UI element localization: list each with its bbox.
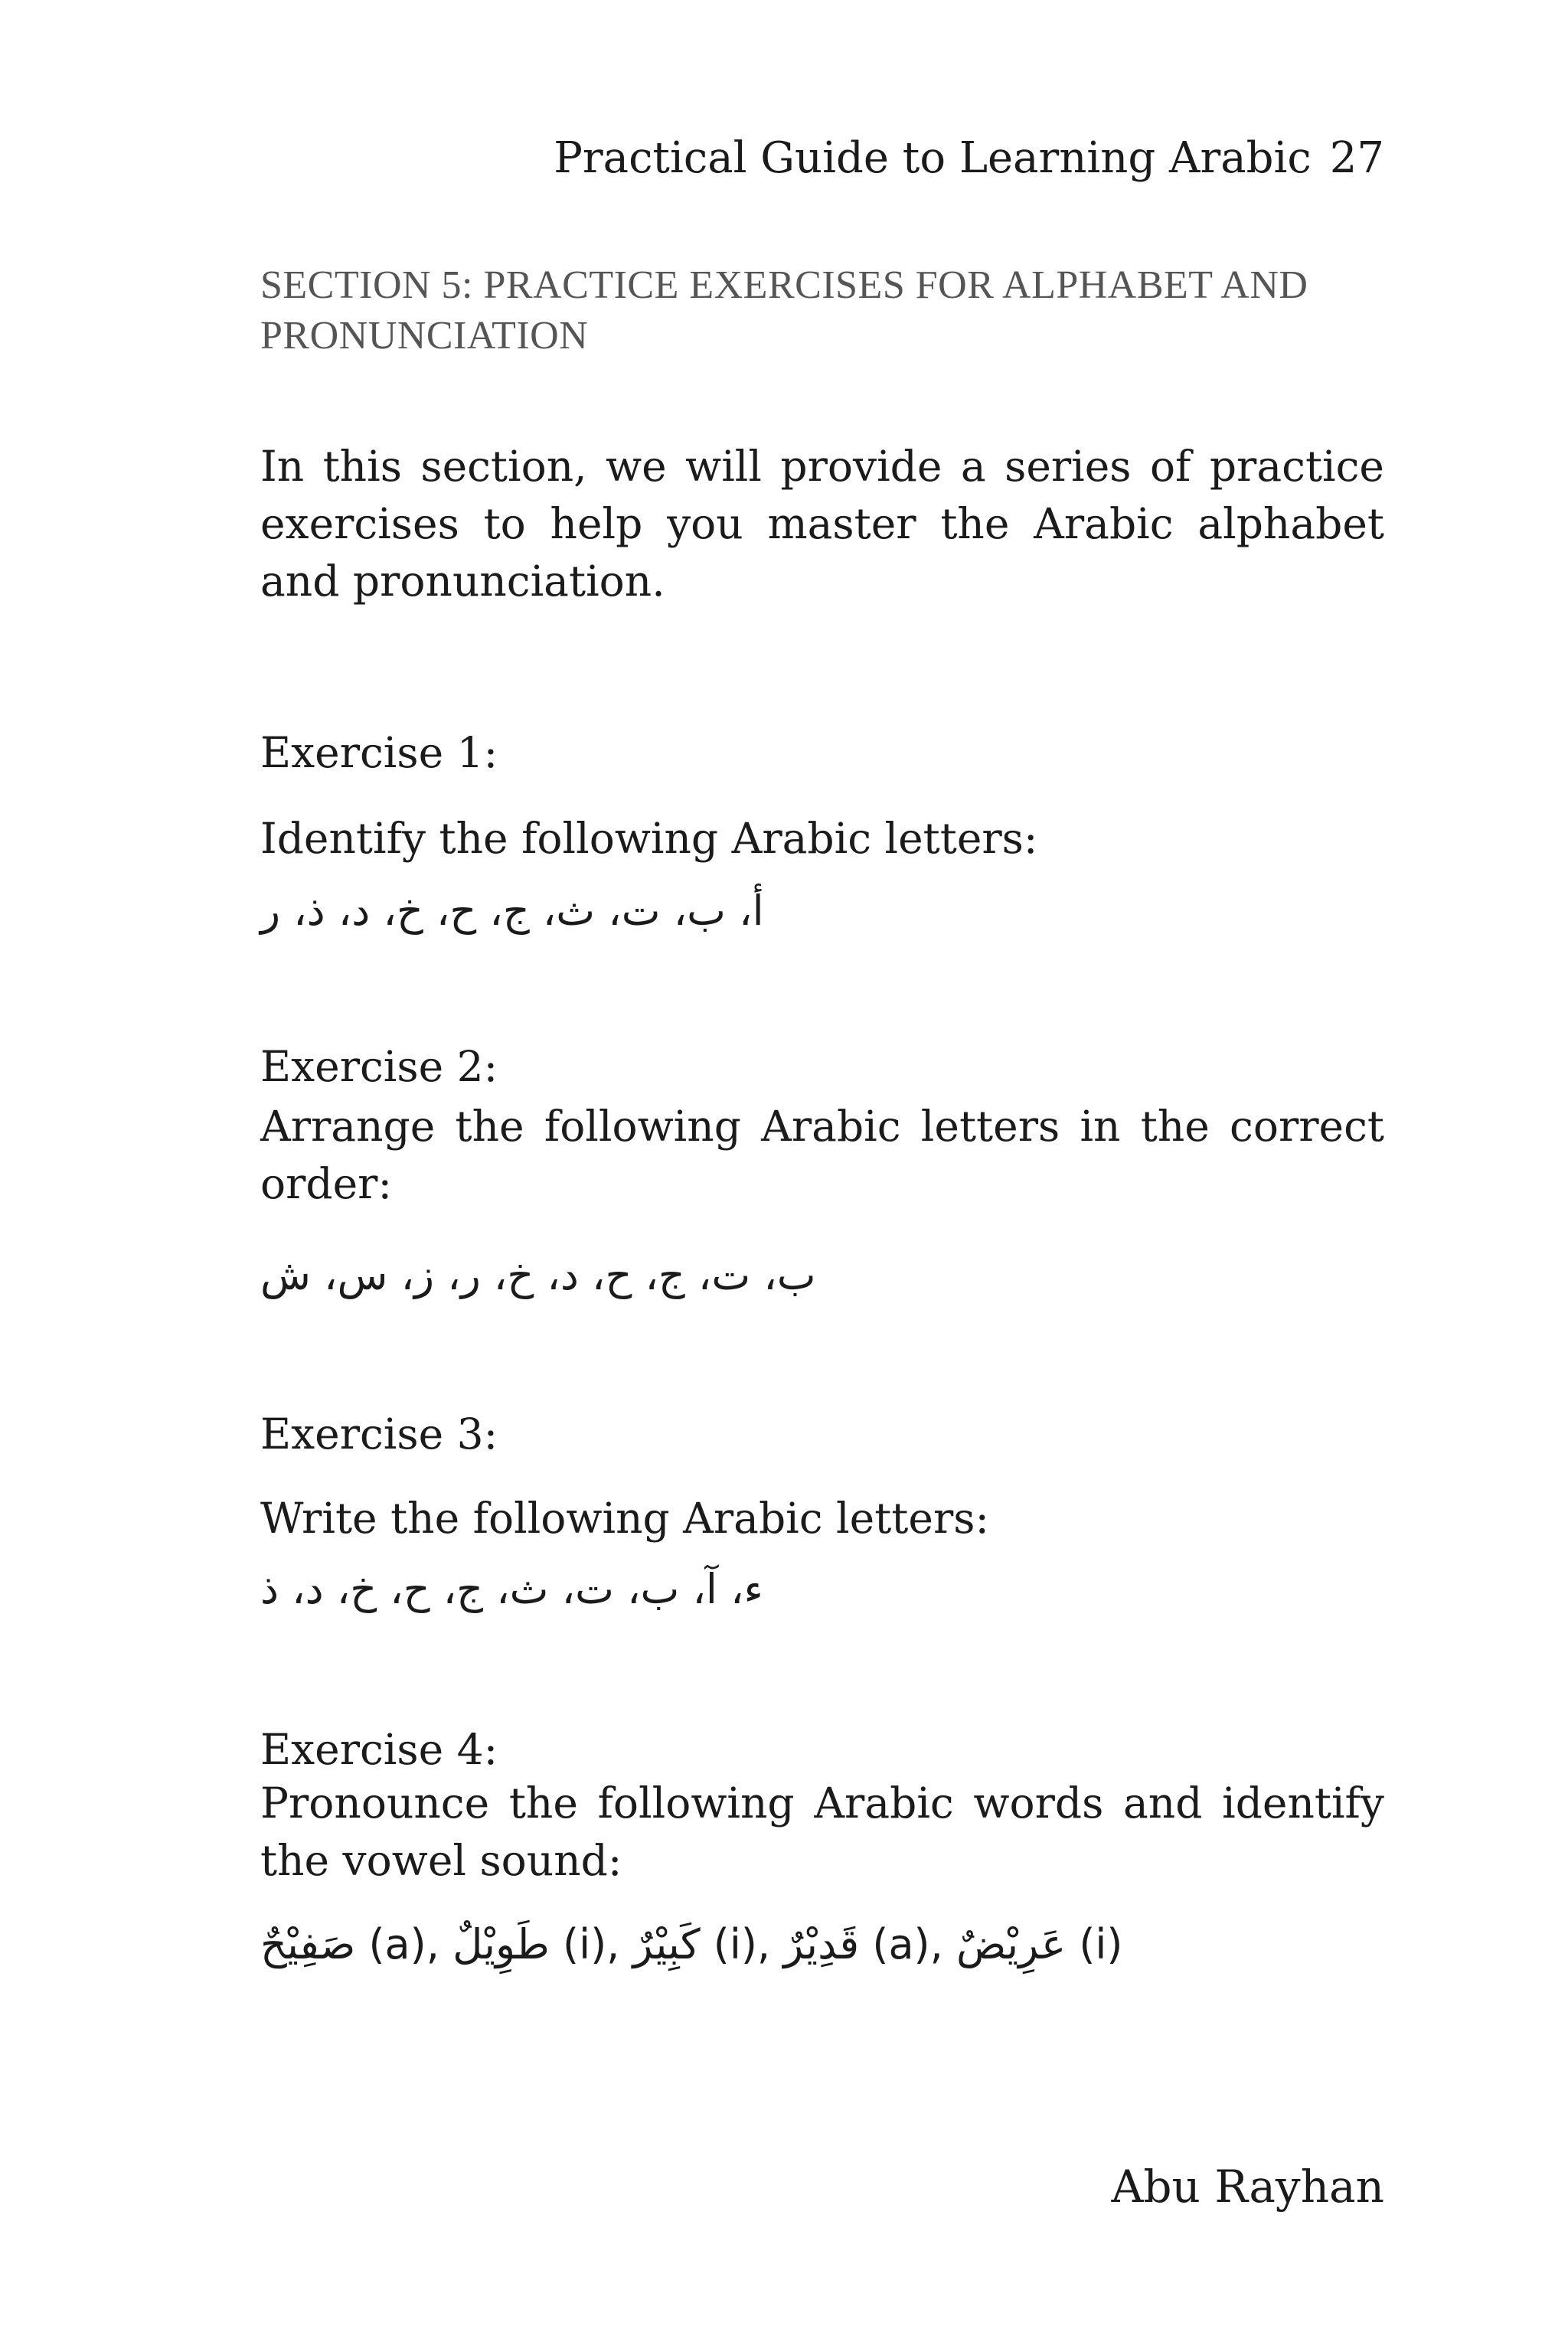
exercise-3-letters: ء، آ، ب، ت، ث، ج، ح، خ، د، ذ — [260, 1565, 763, 1613]
exercise-3-instruction: Write the following Arabic letters: — [260, 1494, 989, 1543]
exercise-1-letters: أ، ب، ت، ث، ج، ح، خ، د، ذ، ر — [260, 887, 764, 935]
exercise-1-instruction: Identify the following Arabic letters: — [260, 814, 1038, 863]
header-title: Practical Guide to Learning Arabic — [554, 133, 1312, 183]
page-number: 27 — [1329, 133, 1384, 183]
exercise-4-words: صَفِيْحٌ (a), طَوِيْلٌ (i), كَبِيْرٌ (i), قَدِيْرٌ (a), عَرِيْضٌ (i) — [260, 1920, 1123, 1968]
exercise-1-heading: Exercise 1: — [260, 728, 498, 777]
exercise-4-heading: Exercise 4: — [260, 1725, 498, 1774]
section-title: SECTION 5: PRACTICE EXERCISES FOR ALPHABET AND PRONUNCIATION — [260, 263, 1308, 358]
exercise-4-instruction: Pronounce the following Arabic words and identify the vowel sound: — [260, 1779, 1384, 1885]
author-footer: Abu Rayhan — [1111, 2161, 1384, 2213]
exercise-2-letters: ب، ت، ج، ح، د، خ، ر، ز، س، ش — [260, 1251, 816, 1299]
exercise-3-heading: Exercise 3: — [260, 1410, 498, 1459]
running-header — [554, 132, 1384, 185]
section-intro: In this section, we will provide a series of practice exercises to help you master the Arabic alphabet and pronunciation. — [260, 442, 1384, 606]
exercise-2-instruction: Arrange the following Arabic letters in the correct order: — [260, 1102, 1384, 1208]
exercise-2-heading: Exercise 2: — [260, 1042, 498, 1091]
